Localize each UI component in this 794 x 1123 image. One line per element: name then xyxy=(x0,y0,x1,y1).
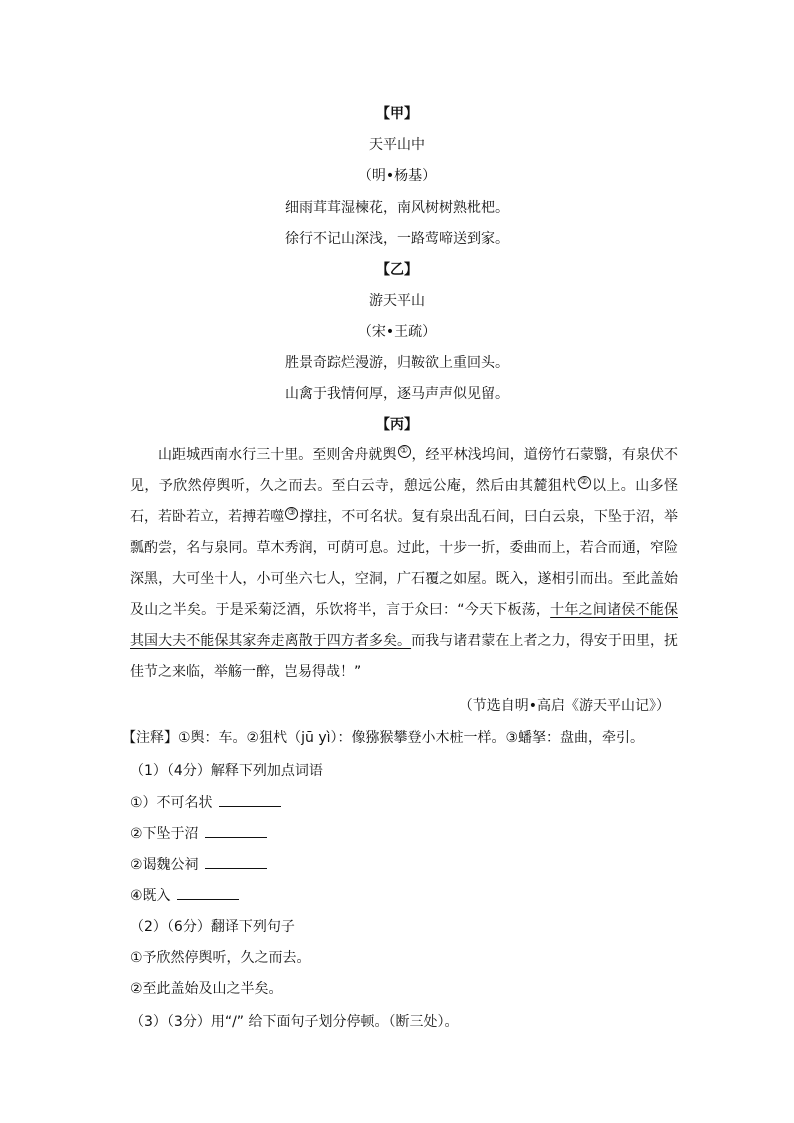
prose-seg-4: 撑拄，不可名状。复有泉出乱石间，曰白云泉，下坠于沼，举瓢酌尝，名与泉同。草木秀润，可荫可息。过此，十步一折，委曲而上，若合而通，窄险深黑，大可坐十人，小可坐六七人，空洞，广石覆之如屋。既入，遂相引而出。至此盖始及山之半矣。于是采菊泛酒，乐饮将半，言于众曰：“今天下板荡， xyxy=(130,509,679,618)
poem-a-title: 天平山中 xyxy=(369,137,425,153)
poem-b-line-2: 山禽于我情何厚，逐马声声似见留。 xyxy=(285,386,509,402)
question-1-item-3 xyxy=(130,854,267,874)
source-citation: （节选自明•高启《游天平山记》） xyxy=(458,698,670,714)
prose-seg-2: ，经平林浅坞间，道傍竹石蒙翳，有泉伏不见，予欣然停舆听，久之而去。至白云寺，憩远公庵，然后由其麓狙杙 xyxy=(130,447,679,494)
underlined-sentence: 十年之间诸侯不能保其国大夫不能保其家奔走离散于四方者多矣。 xyxy=(130,602,678,649)
prose-c-paragraph xyxy=(130,440,678,688)
answer-blank[interactable] xyxy=(205,856,267,869)
question-2-prompt: （2）（6分）翻译下列句子 xyxy=(130,919,295,935)
footnote-mark-2: ② xyxy=(578,476,591,489)
q1-item-label: ④既入 xyxy=(130,888,171,904)
q1-item-label: ②谒魏公祠 xyxy=(130,857,199,873)
poem-a-marker: 【甲】 xyxy=(376,106,418,122)
q1-item-label: ②下坠于沼 xyxy=(130,826,199,842)
footnote-mark-1: ① xyxy=(398,445,411,458)
question-1-prompt: （1）（4分）解释下列加点词语 xyxy=(130,763,323,779)
poem-a-line-2: 徐行不记山深浅，一路莺啼送到家。 xyxy=(285,231,509,247)
poem-b-author: （宋•王疏） xyxy=(357,324,437,340)
footnote-mark-3: ③ xyxy=(285,507,298,520)
question-2-item-1: ①予欣然停舆听，久之而去。 xyxy=(130,950,311,966)
q1-item-label: ①）不可名状 xyxy=(130,795,213,811)
question-1-item-1 xyxy=(130,792,281,812)
prose-c-marker: 【丙】 xyxy=(376,417,418,433)
question-1-item-4 xyxy=(130,885,239,905)
question-3-prompt: （3）（3分）用“/” 给下面句子划分停顿。（断三处）。 xyxy=(130,1014,459,1030)
poem-b-marker: 【乙】 xyxy=(376,262,418,278)
question-2-item-2: ②至此盖始及山之半矣。 xyxy=(130,981,283,997)
answer-blank[interactable] xyxy=(177,887,239,900)
answer-blank[interactable] xyxy=(219,794,281,807)
question-1-item-2 xyxy=(130,823,267,843)
poem-a-line-1: 细雨茸茸湿楝花，南风树树熟枇杷。 xyxy=(285,200,509,216)
prose-seg-5: 而我与诸君蒙在上者之力，得安于田里，抚佳节之来临，举觞一醉，岂易得哉！” xyxy=(130,633,679,680)
annotation-notes: 【注释】①舆：车。②狙杙（jū yì）：像猕猴攀登小木桩一样。③蟠拏：盘曲，牵引。 xyxy=(122,730,645,746)
poem-a-author: （明•杨基） xyxy=(357,168,437,184)
answer-blank[interactable] xyxy=(205,825,267,838)
poem-b-title: 游天平山 xyxy=(369,293,425,309)
prose-seg-1: 山距城西南水行三十里。至则舍舟就舆 xyxy=(158,447,397,463)
poem-b-line-1: 胜景奇踪烂漫游，归鞍欲上重回头。 xyxy=(285,355,509,371)
prose-seg-3: 以上。山多怪石，若卧若立，若搏若噬 xyxy=(130,478,679,525)
